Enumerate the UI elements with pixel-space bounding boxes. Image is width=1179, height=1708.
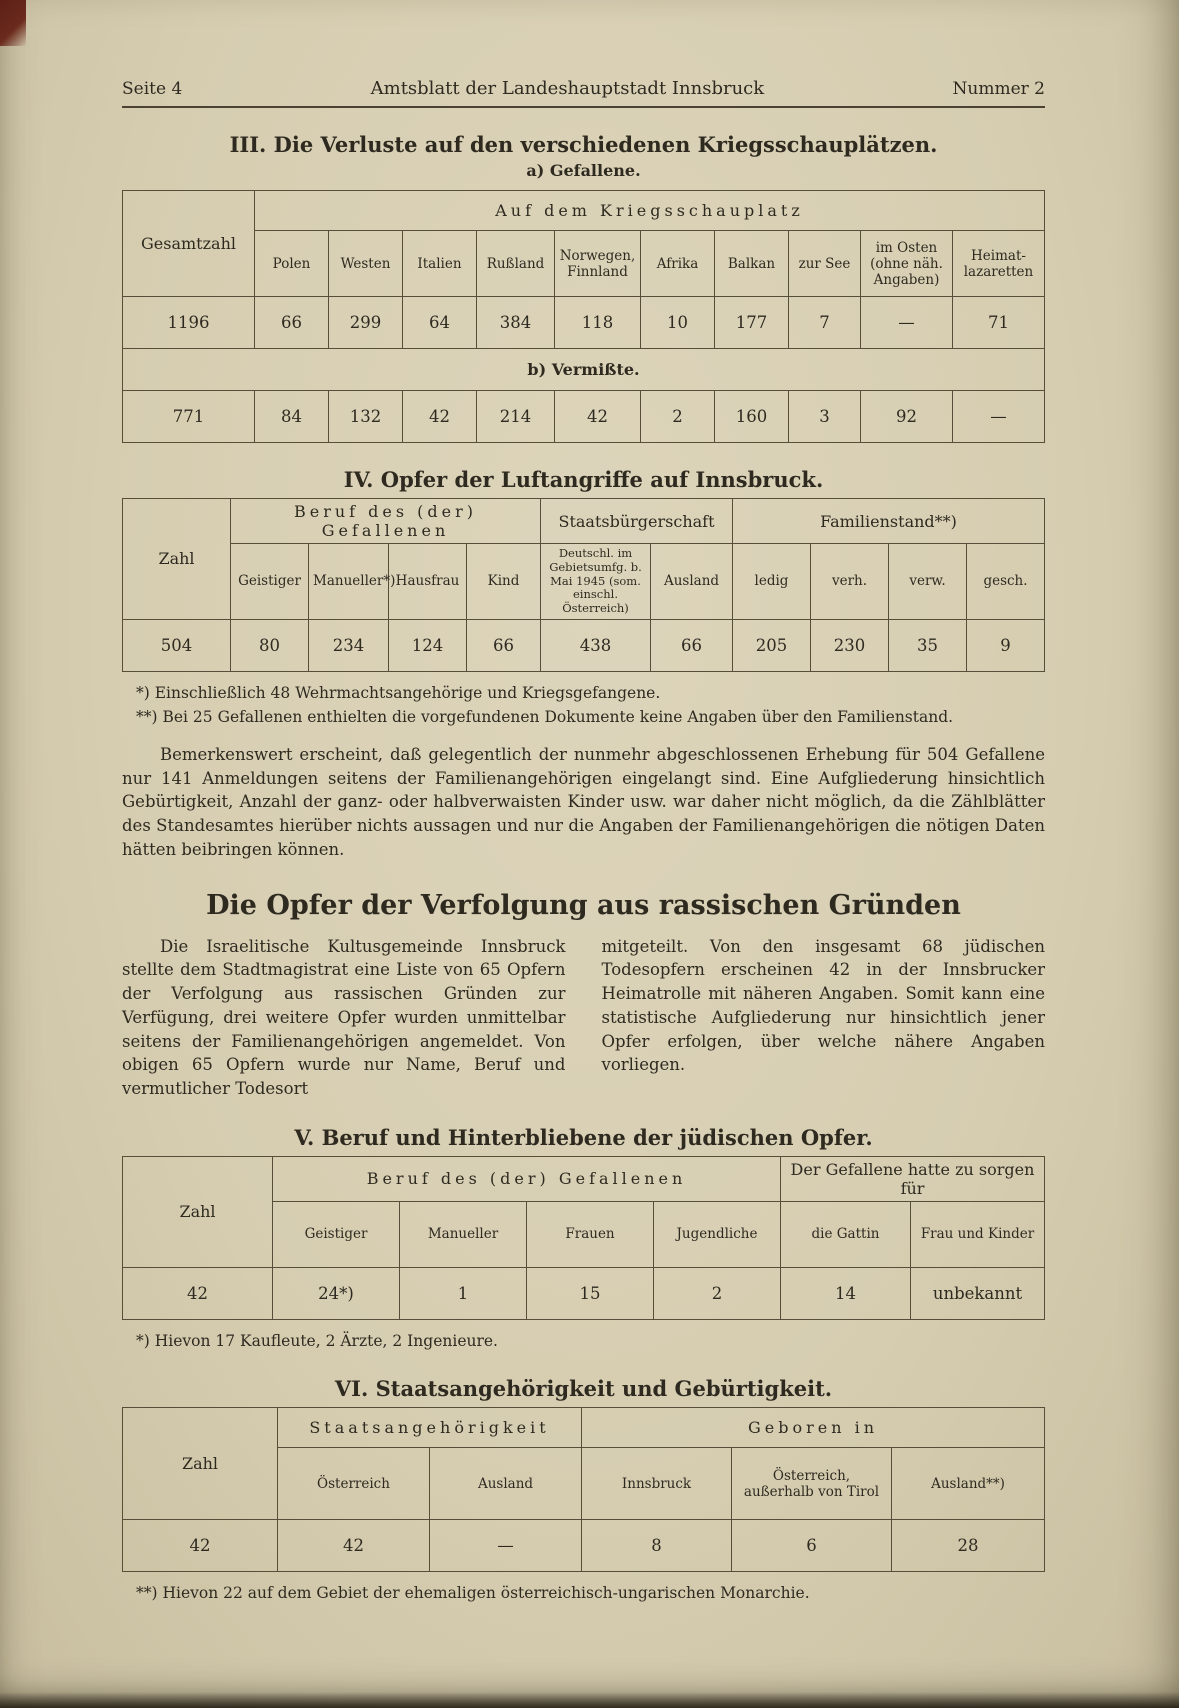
data-cell: 299	[329, 297, 403, 349]
data-cell: 80	[231, 619, 309, 671]
column-header: Österreich, außerhalb von Tirol	[732, 1448, 892, 1520]
data-cell: —	[861, 297, 953, 349]
data-cell: 7	[789, 297, 861, 349]
column-header: Österreich	[278, 1448, 430, 1520]
data-cell: 14	[781, 1267, 911, 1319]
data-cell: 42	[278, 1520, 430, 1572]
column-header: verw.	[889, 544, 967, 620]
group-header-beruf: Beruf des (der) Gefallenen	[231, 499, 541, 544]
column-header: Geistiger	[231, 544, 309, 620]
header-gesamtzahl: Gesamtzahl	[123, 191, 255, 297]
data-cell: 28	[892, 1520, 1045, 1572]
column-header: Manueller	[400, 1201, 527, 1267]
scan-artifact	[0, 0, 26, 46]
column-header: Italien	[403, 231, 477, 297]
header-zahl: Zahl	[123, 1156, 273, 1267]
header-zahl: Zahl	[123, 1408, 278, 1520]
data-cell: 42	[123, 1520, 278, 1572]
data-cell: 205	[733, 619, 811, 671]
column-header: die Gattin	[781, 1201, 911, 1267]
data-cell: 504	[123, 619, 231, 671]
group-header-familienstand: Familienstand**)	[733, 499, 1045, 544]
group-header-staatsbuergerschaft: Staatsbürgerschaft	[541, 499, 733, 544]
data-cell: 1196	[123, 297, 255, 349]
header-zahl: Zahl	[123, 499, 231, 620]
column-header: Kind	[467, 544, 541, 620]
issue-number: Nummer 2	[952, 79, 1045, 99]
section4-paragraph: Bemerkenswert erscheint, daß gelegentlich der nunmehr abgeschlossenen Erhebung für 504 Gefallene nur 141 Anmeldungen seitens der Familienangehörigen eingelangt sind. Eine Aufgliederung hinsichtlich Gebürtigkeit, Anzahl der ganz- oder halbverwaisten Kinder usw. war daher nicht möglich, da die Zählblätter des Standesamtes hierüber nichts aussagen und nur die Angaben der Familienangehörigen die nötigen Daten hätten beibringen können.	[122, 744, 1045, 859]
data-cell: 42	[123, 1267, 273, 1319]
data-cell: 124	[389, 619, 467, 671]
persecution-text-right: mitgeteilt. Von den insgesamt 68 jüdischen Todesopfern erscheinen 42 in der Innsbrucker Heimatrolle mit näheren Angaben. Somit kann eine statistische Aufgliederung nur hinsichtlich jener Opfer erfolgen, über welche nähere Angaben vorliegen.	[601, 936, 1045, 1075]
data-cell: 3	[789, 391, 861, 443]
data-cell: 15	[527, 1267, 654, 1319]
section3-title: III. Die Verluste auf den verschiedenen Kriegsschauplätzen.	[229, 132, 938, 157]
column-header: ledig	[733, 544, 811, 620]
section6-title: VI. Staatsangehörigkeit und Gebürtigkeit.	[334, 1376, 833, 1402]
footnote-section6: **) Hievon 22 auf dem Gebiet der ehemaligen österreichisch-ungarischen Monarchie.	[136, 1584, 810, 1603]
data-cell: 230	[811, 619, 889, 671]
column-header: Polen	[255, 231, 329, 297]
data-cell: 132	[329, 391, 403, 443]
column-header: Ausland	[651, 544, 733, 620]
column-header: verh.	[811, 544, 889, 620]
data-cell: 71	[953, 297, 1045, 349]
data-cell: 1	[400, 1267, 527, 1319]
airraid-victims-table	[122, 498, 1045, 672]
group-header-beruf: Beruf des (der) Gefallenen	[273, 1156, 781, 1201]
data-cell: 42	[403, 391, 477, 443]
data-cell: 438	[541, 619, 651, 671]
nationality-data-row	[123, 1520, 1045, 1572]
column-header: Ausland**)	[892, 1448, 1045, 1520]
section4-title: IV. Opfer der Luftangriffe auf Innsbruck.	[343, 467, 824, 492]
data-cell: 35	[889, 619, 967, 671]
column-header: Heimatlazaretten	[953, 231, 1045, 297]
column-header: Innsbruck	[582, 1448, 732, 1520]
persecution-title: Die Opfer der Verfolgung aus rassischen Gründen	[206, 889, 961, 921]
column-header: Manueller*)	[309, 544, 389, 620]
data-cell: 214	[477, 391, 555, 443]
gefallene-row	[123, 297, 1045, 349]
section3-subtitle-a: a) Gefallene.	[526, 161, 641, 180]
column-header: im Osten (ohne näh. Angaben)	[861, 231, 953, 297]
data-cell: 160	[715, 391, 789, 443]
column-header: Afrika	[641, 231, 715, 297]
data-cell: 2	[641, 391, 715, 443]
section3-subtitle-b: b) Vermißte.	[123, 349, 1045, 391]
page-header	[122, 78, 1045, 108]
data-cell: 8	[582, 1520, 732, 1572]
data-cell: unbekannt	[911, 1267, 1045, 1319]
data-cell: 234	[309, 619, 389, 671]
nationality-table	[122, 1407, 1045, 1572]
column-header: Deutschl. im Gebietsumfg. b. Mai 1945 (som. einschl. Österreich)	[541, 544, 651, 620]
footnote-1: *) Einschließlich 48 Wehrmachtsangehörige und Kriegsgefangene.	[136, 683, 661, 702]
data-cell: —	[953, 391, 1045, 443]
group-header-kriegsschauplatz: Auf dem Kriegsschauplatz	[255, 191, 1045, 231]
data-cell: 66	[255, 297, 329, 349]
data-cell: 24*)	[273, 1267, 400, 1319]
column-header: Westen	[329, 231, 403, 297]
casualties-table	[122, 190, 1045, 443]
column-header: Jugendliche	[654, 1201, 781, 1267]
data-cell: 66	[467, 619, 541, 671]
data-cell: 92	[861, 391, 953, 443]
column-header: Ausland	[430, 1448, 582, 1520]
data-cell: 64	[403, 297, 477, 349]
vermisste-row	[123, 391, 1045, 443]
data-cell: 84	[255, 391, 329, 443]
data-cell: —	[430, 1520, 582, 1572]
column-header: Balkan	[715, 231, 789, 297]
column-header: Frau und Kinder	[911, 1201, 1045, 1267]
persecution-text-left: Die Israelitische Kultusgemeinde Innsbruck stellte dem Stadtmagistrat eine Liste von 65 Opfern der Verfolgung aus rassischen Gründen zur Verfügung, drei weitere Opfer wurden unmittelbar seitens der Familienangehörigen angemeldet. Von obigen 65 Opfern wurde nur Name, Beruf und vermutlicher Todesort	[122, 936, 566, 1099]
page-number: Seite 4	[122, 79, 183, 99]
data-cell: 118	[555, 297, 641, 349]
airraid-data-row	[123, 619, 1045, 671]
data-cell: 10	[641, 297, 715, 349]
persecution-text	[122, 935, 1045, 1101]
footnote-2: **) Bei 25 Gefallenen enthielten die vorgefundenen Dokumente keine Angaben über den Familienstand.	[136, 708, 954, 727]
column-header: Norwegen, Finnland	[555, 231, 641, 297]
column-header: zur See	[789, 231, 861, 297]
data-cell: 771	[123, 391, 255, 443]
column-header: Rußland	[477, 231, 555, 297]
data-cell: 9	[967, 619, 1045, 671]
section5-title: V. Beruf und Hinterbliebene der jüdischen Opfer.	[294, 1124, 873, 1150]
data-cell: 177	[715, 297, 789, 349]
column-header: Hausfrau	[389, 544, 467, 620]
data-cell: 2	[654, 1267, 781, 1319]
footnote-section5: *) Hievon 17 Kaufleute, 2 Ärzte, 2 Ingenieure.	[136, 1331, 498, 1350]
column-header: Frauen	[527, 1201, 654, 1267]
column-header: gesch.	[967, 544, 1045, 620]
data-cell: 66	[651, 619, 733, 671]
column-header: Geistiger	[273, 1201, 400, 1267]
masthead-title: Amtsblatt der Landeshauptstadt Innsbruck	[370, 78, 765, 99]
data-cell: 42	[555, 391, 641, 443]
group-header-staatsangehoerigkeit: Staatsangehörigkeit	[278, 1408, 582, 1448]
jewish-victims-table	[122, 1156, 1045, 1320]
group-header-sorgen: Der Gefallene hatte zu sorgen für	[781, 1156, 1045, 1201]
group-header-geboren-in: Geboren in	[582, 1408, 1045, 1448]
jewish-victims-data-row	[123, 1267, 1045, 1319]
data-cell: 384	[477, 297, 555, 349]
data-cell: 6	[732, 1520, 892, 1572]
